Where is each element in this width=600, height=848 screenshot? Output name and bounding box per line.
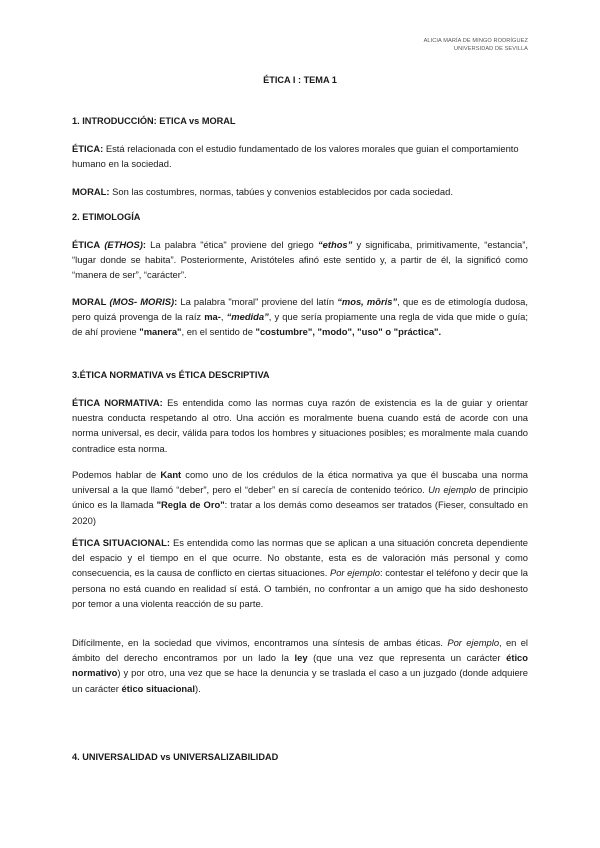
term-etica-ethos: ÉTICA (72, 239, 101, 250)
header-university: UNIVERSIDAD DE SEVILLA (453, 45, 528, 52)
paragraph-etica-definition: ÉTICA: Está relacionada con el estudio fundamentado de los valores morales que guian el comportamiento humano en la sociedad. (72, 143, 519, 170)
paragraph-etica-normativa: ÉTICA NORMATIVA: Es entendida como las normas cuya razón de existencia es la de guiar y orientar nuestra conducta respetando al otro. Una acción es moralmente buena cuando está de acorde con una norma universal, es decir, válida para todos los hombres y situaciones posibles; es moralmente mala cuando contradice esta norma. (72, 397, 528, 454)
paragraph-etica-ethos: ÉTICA (ETHOS): La palabra "ética" proviene del griego “ethos” y significaba, primitivamente, “estancia”, “lugar donde se habita”. Posteriormente, Aristóteles afinó este sentido y, a partir de él, la significó como “manera de ser”, “carácter”. (72, 239, 528, 281)
section-4-heading: 4. UNIVERSALIDAD vs UNIVERSALIZABILIDAD (72, 752, 279, 762)
header-author: ALICIA MARÍA DE MINGO RODRÍGUEZ (423, 38, 528, 44)
section-1-heading: 1. INTRODUCCIÓN: ETICA vs MORAL (72, 116, 236, 126)
paragraph-moral-definition: MORAL: Son las costumbres, normas, tabúes y convenios establecidos por cada sociedad. (72, 186, 453, 197)
paragraph-kant: Podemos hablar de Kant como uno de los crédulos de la ética normativa ya que él buscaba una norma universal a la que llamó “deber”, pero el “deber” en sí carecía de contenido teórico. Un ejemplo de principio único es la llamada "Regla de Oro": tratar a los demás como deseamos ser tratados (Fieser, consultado en 2020) (72, 469, 528, 526)
paragraph-etica-situacional: ÉTICA SITUACIONAL: Es entendida como las normas que se aplican a una situación concreta dependiente del espacio y el tiempo en el que ocurre. No obstante, esta es de valoración más personal y como consecuencia, es la causa de conflicto en ciertas situaciones. Por ejemplo: contestar el teléfono y decir que la persona no está cuando en realidad sí está. O también, no confrontar a un amigo que ha sido deshonesto por temor a una violenta reacción de su parte. (72, 537, 529, 609)
term-moral: MORAL: (72, 186, 110, 197)
document-title: ÉTICA I : TEMA 1 (263, 75, 337, 85)
paragraph-sintesis: Difícilmente, en la sociedad que vivimos, encontramos una síntesis de ambas éticas. Por ejemplo, en el ámbito del derecho encontramos por un lado la ley (que una vez que representa un carácter ético normativo) y por otro, una vez que se hace la denuncia y se traslada el caso a un juzgado (donde adquiere un carácter ético situacional). (72, 637, 528, 694)
section-2-heading: 2. ETIMOLOGÍA (72, 212, 141, 222)
term-etica-normativa: ÉTICA NORMATIVA: (72, 397, 163, 408)
page-header (424, 38, 528, 53)
paragraph-moral-mos: MORAL (MOS- MORIS): La palabra "moral" proviene del latín “mos, mōris”, que es de etimología dudosa, pero quizá provenga de la raíz ma-, “medida”, y que sería propiamente una regla de vida que mide o guía; de ahí proviene "manera", en el sentido de "costumbre", "modo", "uso" o "práctica". (72, 296, 529, 338)
term-etica: ÉTICA: (72, 143, 104, 154)
term-etica-situacional: ÉTICA SITUACIONAL: (72, 537, 170, 548)
term-moral-mos: MORAL (72, 296, 107, 307)
section-3-heading: 3.ÉTICA NORMATIVA vs ÉTICA DESCRIPTIVA (72, 370, 270, 380)
